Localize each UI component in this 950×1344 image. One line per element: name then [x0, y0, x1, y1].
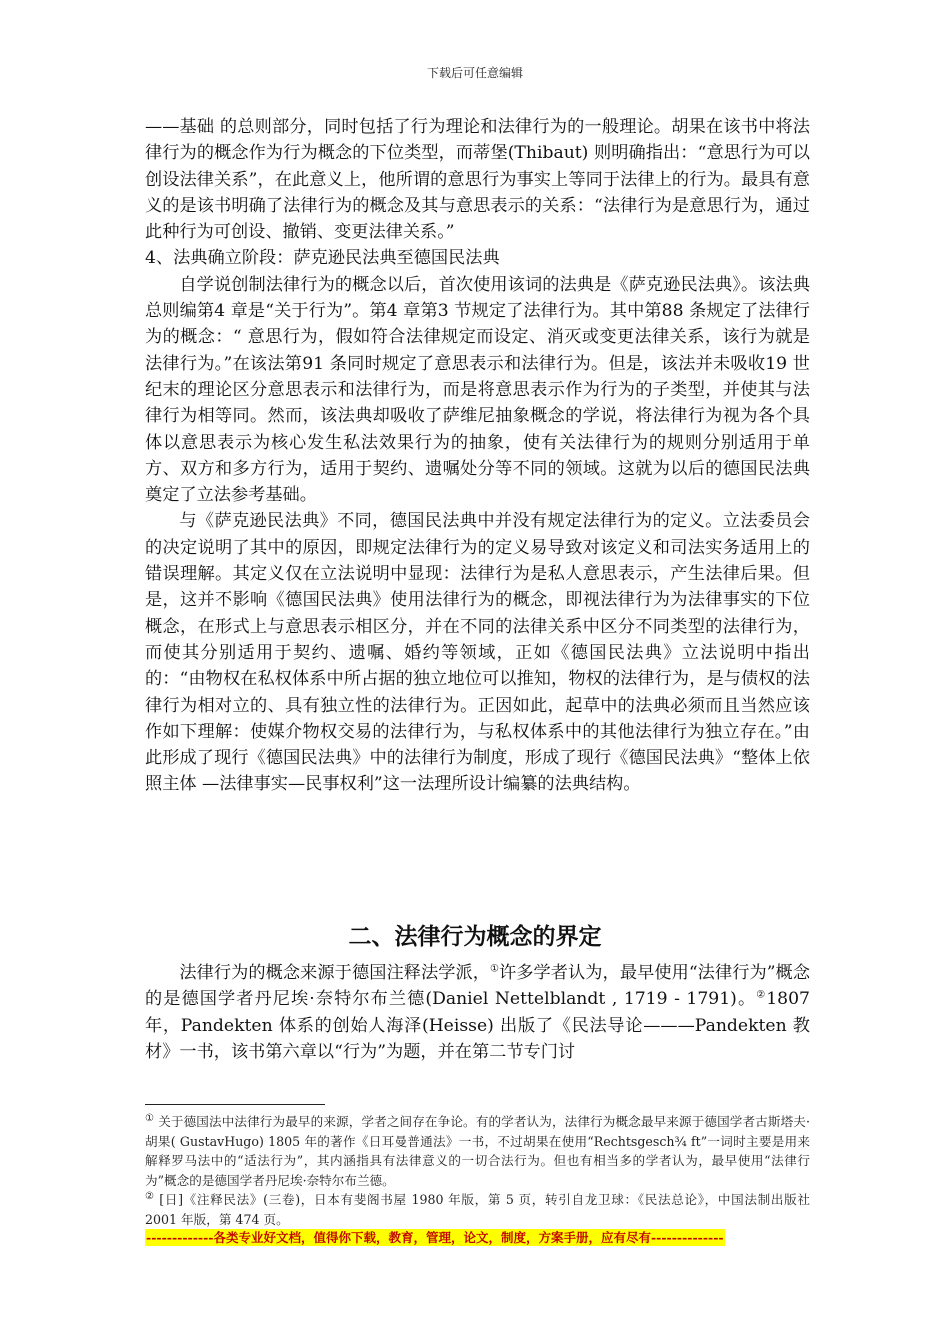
- footnote-1-text: 关于德国法中法律行为最早的来源，学者之间存在争论。有的学者认为，法律行为概念最早来源于德国学者古斯塔夫·胡果( GustavHugo) 1805 年的著作《日耳曼普通法》一书，不过胡果在使用“Rechtsgesch¾ ft”一词时主要是用来解释罗马法中的“适法行为”，其内涵指具有法律意义的一切合法行为。但也有相当多的学者认为，最早使用“法律行为”概念的是德国学者丹尼埃·奈特尔布兰德。: [145, 1114, 810, 1188]
- section-paragraph-1: [145, 960, 810, 1065]
- section-text-c: 1807 年，Pandekten 体系的创始人海泽(Heisse) 出版了《民法导论———Pandekten 教材》一书，该书第六章以“行为”为题，并在第二节专门讨: [145, 989, 810, 1062]
- section-text-b: 许多学者认为，最早使用“法律行为”概念的是德国学者丹尼埃·奈特尔布兰德(Daniel Nettelblandt , 1719 - 1791)。: [145, 963, 811, 1010]
- page-header: 下载后可任意编辑: [426, 66, 523, 80]
- paragraph-3: 自学说创制法律行为的概念以后，首次使用该词的法典是《萨克逊民法典》。该法典总则编第4 章是“关于行为”。第4 章第3 节规定了法律行为。其中第88 条规定了法律行为的概念：“ 意思行为，假如符合法律规定而设定、消灭或变更法律关系，该行为就是法律行为。”在该法第91 条同时规定了意思表示和法律行为。但是，该法并未吸收19 世纪末的理论区分意思表示和法律行为，而是将意思表示作为行为的子类型，并使其与法律行为相等同。然而，该法典却吸收了萨维尼抽象概念的学说，将法律行为视为各个具体以意思表示为核心发生私法效果行为的抽象，使有关法律行为的规则分别适用于单方、双方和多方行为，适用于契约、遗嘱处分等不同的领域。这就为以后的德国民法典奠定了立法参考基础。: [145, 274, 810, 506]
- footnote-1: [145, 1112, 810, 1190]
- footnote-2-marker: ②: [145, 1190, 155, 1202]
- footnote-2: [145, 1190, 810, 1229]
- footnotes: [145, 1112, 810, 1229]
- footnote-2-text: [日]《注释民法》(三卷)，日本有斐阁书屋 1980 年版，第 5 页，转引自龙卫球：《民法总论》，中国法制出版社 2001 年版，第 474 页。: [145, 1192, 810, 1227]
- section-title: 二、法律行为概念的界定: [348, 924, 602, 950]
- paragraph-1: ——基础 的总则部分，同时包括了行为理论和法律行为的一般理论。胡果在该书中将法律行为的概念作为行为概念的下位类型，而蒂堡(Thibaut) 则明确指出：“意思行为可以创设法律关系”，在此意义上，他所谓的意思行为事实上等同于法律上的行为。最具有意义的是该书明确了法律行为的概念及其与意思表示的关系：“法律行为是意思行为，通过此种行为可创设、撤销、变更法律关系。”: [145, 117, 810, 243]
- footnote-1-marker: ①: [145, 1112, 155, 1124]
- section-text-a: 法律行为的概念来源于德国注释法学派，: [179, 963, 490, 983]
- paragraph-4: 与《萨克逊民法典》不同，德国民法典中并没有规定法律行为的定义。立法委员会的决定说明了其中的原因，即规定法律行为的定义易导致对该定义和司法实务适用上的错误理解。其定义仅在立法说明中显现：法律行为是私人意思表示，产生法律后果。但是，这并不影响《德国民法典》使用法律行为的概念，即视法律行为为法律事实的下位概念，在形式上与意思表示相区分，并在不同的法律关系中区分不同类型的法律行为，而使其分别适用于契约、遗嘱、婚约等领域，正如《德国民法典》立法说明中指出的：“由物权在私权体系中所占据的独立地位可以推知，物权的法律行为，是与债权的法律行为相对立的、具有独立性的法律行为。正因如此，起草中的法典必须而且当然应该作如下理解：使媒介物权交易的法律行为，与私权体系中的其他法律行为独立存在。”由此形成了现行《德国民法典》中的法律行为制度，形成了现行《德国民法典》“整体上依照主体 —法律事实—民事权利”这一法理所设计编纂的法典结构。: [145, 511, 810, 795]
- promo-banner: -------------各类专业好文档，值得你下载，教育，管理，论文，制度，方案手册，应有尽有--------------: [146, 1230, 724, 1245]
- body-text: [145, 114, 810, 798]
- footnote-divider: [145, 1104, 325, 1105]
- footnote-ref-2[interactable]: ②: [756, 989, 767, 1001]
- paragraph-heading-4: 4、法典确立阶段：萨克逊民法典至德国民法典: [145, 248, 500, 269]
- section-body: [145, 960, 810, 1065]
- footnote-ref-1[interactable]: ①: [489, 963, 500, 975]
